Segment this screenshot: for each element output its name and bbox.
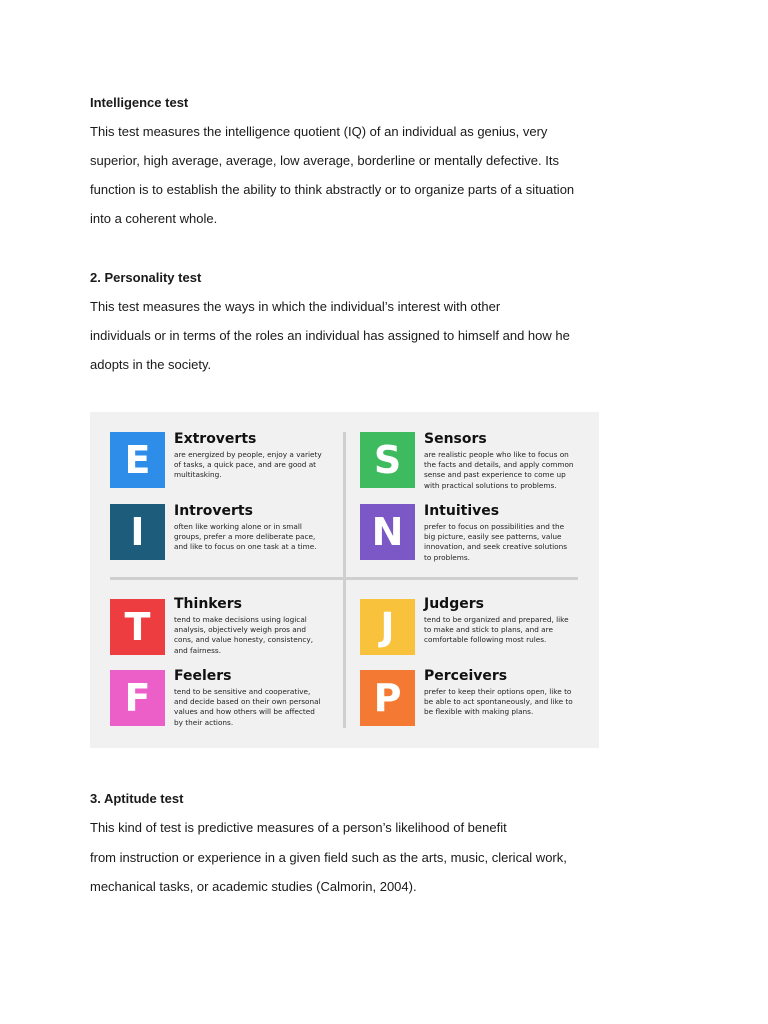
type-title-introverts: Introverts (174, 503, 253, 519)
type-desc-feelers: tend to be sensitive and cooperative, and decide based on their own personal values and how others will be affected by their actions. (174, 687, 321, 727)
tile-n: N (360, 504, 415, 560)
paragraph-line: individuals or in terms of the roles an individual has assigned to himself and how he (90, 328, 570, 343)
type-desc-introverts: often like working alone or in small groups, prefer a more deliberate pace, and like to focus on one task at a time. (174, 522, 317, 552)
paragraph-line: adopts in the society. (90, 357, 212, 372)
horizontal-divider (110, 577, 578, 580)
type-desc-thinkers: tend to make decisions using logical analysis, objectively weigh pros and cons, and value honesty, consistency, and fairness. (174, 615, 314, 655)
tile-s: S (360, 432, 415, 488)
type-title-extroverts: Extroverts (174, 431, 257, 447)
paragraph-line: into a coherent whole. (90, 211, 218, 226)
tile-f: F (110, 670, 165, 726)
tile-e: E (110, 432, 165, 488)
paragraph-line: This kind of test is predictive measures of a person’s likelihood of benefit (90, 820, 507, 835)
section-heading-intelligence: Intelligence test (90, 95, 189, 110)
type-title-sensors: Sensors (424, 431, 487, 447)
paragraph-line: superior, high average, average, low average, borderline or mentally defective. Its (90, 153, 559, 168)
type-desc-sensors: are realistic people who like to focus on the facts and details, and apply common sense and past experience to come up with practical solutions to problems. (424, 450, 574, 490)
type-desc-intuitives: prefer to focus on possibilities and the big picture, easily see patterns, value innovation, and seek creative solutions to problems. (424, 522, 568, 562)
type-title-thinkers: Thinkers (174, 596, 242, 612)
type-title-judgers: Judgers (424, 596, 484, 612)
type-title-feelers: Feelers (174, 668, 232, 684)
mbti-figure (90, 412, 599, 748)
type-title-intuitives: Intuitives (424, 503, 500, 519)
paragraph-line: from instruction or experience in a given field such as the arts, music, clerical work, (90, 850, 567, 865)
paragraph-line: function is to establish the ability to think abstractly or to organize parts of a situation (90, 182, 575, 197)
section-heading-aptitude: 3. Aptitude test (90, 791, 184, 806)
type-desc-perceivers: prefer to keep their options open, like to be able to act spontaneously, and like to be flexible with making plans. (424, 687, 573, 717)
paragraph-line: mechanical tasks, or academic studies (Calmorin, 2004). (90, 879, 417, 894)
paragraph-line: This test measures the intelligence quotient (IQ) of an individual as genius, very (90, 124, 548, 139)
tile-i: I (110, 504, 165, 560)
type-desc-judgers: tend to be organized and prepared, like to make and stick to plans, and are comfortable following most rules. (424, 615, 569, 645)
tile-j: J (360, 599, 415, 655)
vertical-divider (343, 432, 346, 728)
type-desc-extroverts: are energized by people, enjoy a variety of tasks, a quick pace, and are good at multitasking. (174, 450, 322, 480)
section-heading-personality: 2. Personality test (90, 270, 202, 285)
tile-t: T (110, 599, 165, 655)
type-title-perceivers: Perceivers (424, 668, 508, 684)
paragraph-line: This test measures the ways in which the individual’s interest with other (90, 299, 501, 314)
tile-p: P (360, 670, 415, 726)
